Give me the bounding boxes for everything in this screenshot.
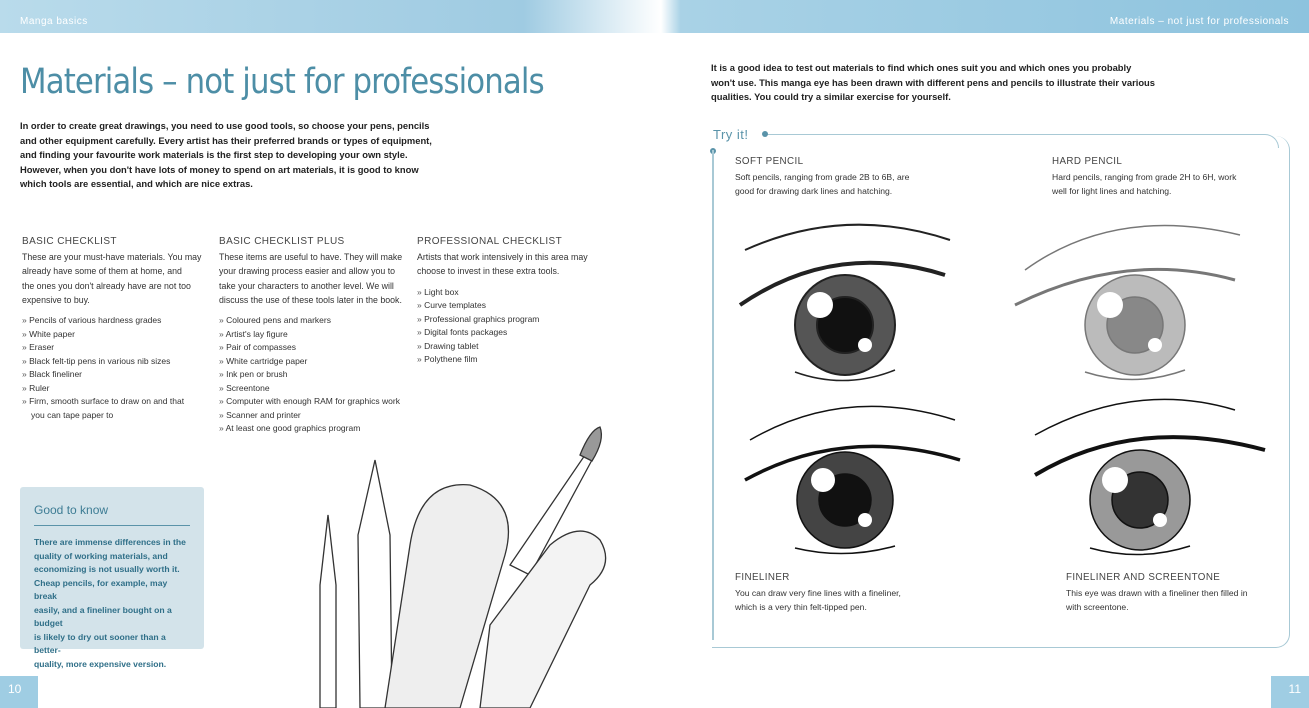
- try-it-label: Try it!: [713, 127, 749, 142]
- eye-soft-pencil: [740, 225, 950, 381]
- list-item: » Artist's lay figure: [219, 328, 414, 342]
- caption-title: SOFT PENCIL: [735, 156, 804, 167]
- list-item: » Scanner and printer: [219, 409, 414, 423]
- list-item: » Firm, smooth surface to draw on and that you can tape paper to: [22, 395, 212, 422]
- list-item: » Ink pen or brush: [219, 368, 414, 382]
- list-item: » Black fineliner: [22, 368, 212, 382]
- box-title: Good to know: [34, 503, 190, 526]
- list-item: » Drawing tablet: [417, 340, 607, 354]
- caption-text: Soft pencils, ranging from grade 2B to 6B, are good for drawing dark lines and hatching.: [735, 172, 910, 196]
- page-number-left: 10: [0, 676, 38, 708]
- caption-title: FINELINER: [735, 572, 790, 583]
- column-heading: PROFESSIONAL CHECKLIST: [417, 236, 563, 247]
- page-header: [0, 0, 1309, 33]
- caption-title: HARD PENCIL: [1052, 156, 1123, 167]
- running-title: Materials – not just for professionals: [1109, 16, 1289, 27]
- page-number-right: 11: [1271, 676, 1309, 708]
- eye-fineliner-screentone: [1035, 399, 1265, 554]
- list-item: » Light box: [417, 286, 607, 300]
- section-label: Manga basics: [20, 16, 88, 27]
- professional-checklist: [417, 236, 607, 367]
- intro-text: In order to create great drawings, you need to use good tools, so choose your pens, pencils and other equipment carefully. Every artist has their preferred brands or types of equipment, and finding your favourite work materials is the first step to developing your own style. However, when you don't have lots of money to spend on art materials, it is good to know which tools are essential, and which are nice extras.: [20, 120, 432, 190]
- list-item: » At least one good graphics program: [219, 422, 414, 436]
- column-text: These items are useful to have. They will make your drawing process easier and allow you to take your characters to another level. We will discuss the use of these tools later in the book.: [219, 252, 403, 305]
- caption-title: FINELINER AND SCREENTONE: [1066, 572, 1221, 583]
- list-item: » Black felt-tip pens in various nib sizes: [22, 355, 212, 369]
- list-item: » White paper: [22, 328, 212, 342]
- list-item: » Pair of compasses: [219, 341, 414, 355]
- list-item: » Computer with enough RAM for graphics work: [219, 395, 414, 409]
- column-heading: BASIC CHECKLIST PLUS: [219, 236, 345, 247]
- eye-hard-pencil: [1015, 226, 1240, 380]
- right-intro-text: It is a good idea to test out materials to find which ones suit you and which ones you probably won't use. This manga eye has been drawn with different pens and pencils to illustrate their various qualities. You could try a similar exercise for yourself.: [711, 62, 1155, 103]
- eye-fineliner: [745, 406, 960, 553]
- list-item: » Pencils of various hardness grades: [22, 314, 212, 328]
- list-item: » White cartridge paper: [219, 355, 414, 369]
- basic-checklist: [22, 236, 212, 422]
- list-item: » Screentone: [219, 382, 414, 396]
- good-to-know-box: [20, 487, 204, 669]
- list-item: » Polythene film: [417, 353, 607, 367]
- list-item: » Ruler: [22, 382, 212, 396]
- caption-fineliner-screentone: [1066, 572, 1248, 614]
- page-title: Materials – not just for professionals: [20, 62, 544, 102]
- list-item: » Coloured pens and markers: [219, 314, 414, 328]
- pencils-illustration: [300, 425, 630, 708]
- eye-drawings: [735, 210, 1275, 570]
- caption-text: You can draw very fine lines with a fineliner, which is a very thin felt-tipped pen.: [735, 588, 901, 612]
- box-text: There are immense differences in the quality of working materials, and economizing is not usually worth it. Cheap pencils, for example, may break easily, and a fineliner bought on a budget is likely to dry out sooner than a better- quality, more expensive version.: [34, 537, 186, 669]
- caption-soft-pencil: [735, 156, 909, 198]
- pencil-drawing: [358, 460, 392, 708]
- basic-checklist-plus: [219, 236, 414, 436]
- column-text: These are your must-have materials. You may already have some of them at home, and the ones you don't already have are not too expensive to buy.: [22, 252, 202, 305]
- caption-text: Hard pencils, ranging from grade 2H to 6H, work well for light lines and hatching.: [1052, 172, 1237, 196]
- list-item: » Curve templates: [417, 299, 607, 313]
- caption-fineliner: [735, 572, 901, 614]
- list-item: » Eraser: [22, 341, 212, 355]
- caption-hard-pencil: [1052, 156, 1236, 198]
- list-item: » Digital fonts packages: [417, 326, 607, 340]
- list-item: » Professional graphics program: [417, 313, 607, 327]
- pencil-drawing: [320, 515, 336, 708]
- column-heading: BASIC CHECKLIST: [22, 236, 117, 247]
- caption-text: This eye was drawn with a fineliner then filled in with screentone.: [1066, 588, 1248, 612]
- column-text: Artists that work intensively in this area may choose to invest in these extra tools.: [417, 252, 588, 277]
